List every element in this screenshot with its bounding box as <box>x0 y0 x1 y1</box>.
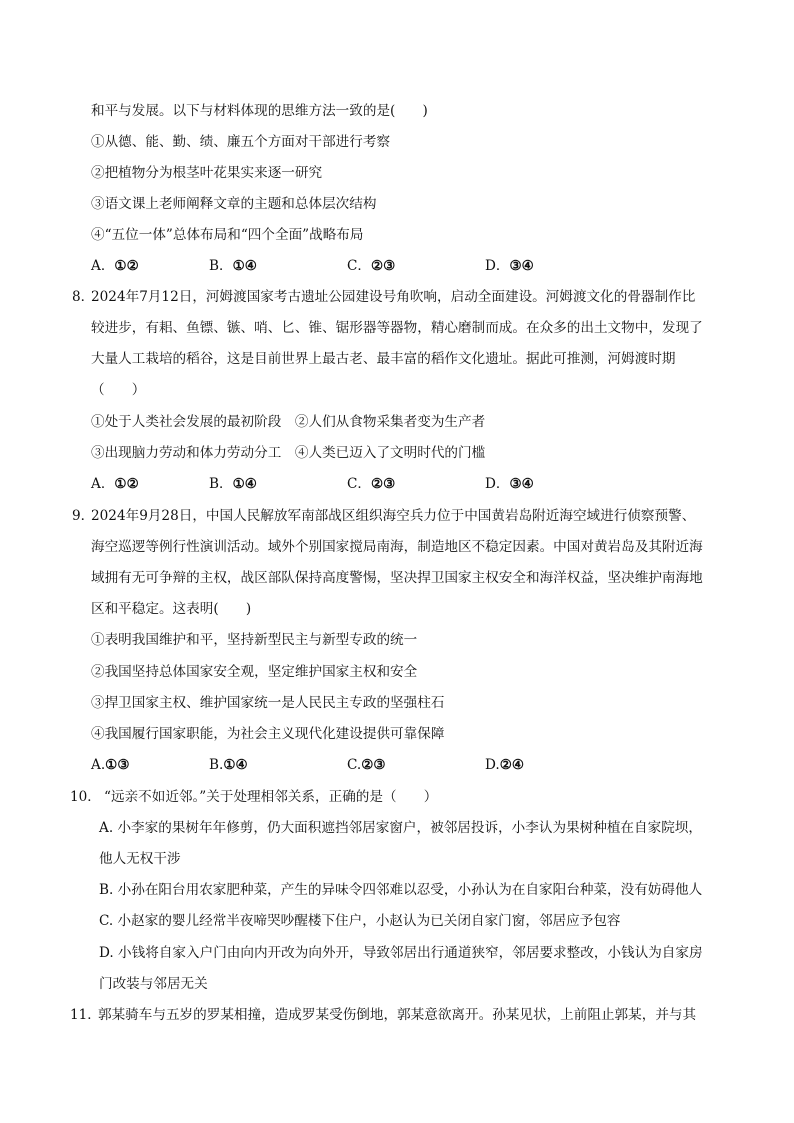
q9-stem-line-2: 海空巡逻等例行性演训活动。域外个别国家搅局南海，制造地区不稳定因素。中国对黄岩岛及其附近海 <box>91 539 703 555</box>
q11-number: 11． <box>70 1007 101 1023</box>
q7-item-4: ④“五位一体”总体布局和“四个全面”战略布局 <box>91 227 364 243</box>
q9-item-4: ④我国履行国家职能，为社会主义现代化建设提供可靠保障 <box>91 726 445 742</box>
q9-number: 9． <box>72 508 95 524</box>
q10-choice-c[interactable]: C. 小赵家的婴儿经常半夜啼哭吵醒楼下住户，小赵认为已关闭自家门窗，邻居应予包容 <box>99 913 621 929</box>
q8-items-row-1: ①处于人类社会发展的最初阶段 ②人们从食物采集者变为生产者 <box>91 414 486 430</box>
q9-choice-b[interactable]: B.①④ <box>209 757 248 773</box>
q9-stem-line-1: 2024年9月28日，中国人民解放军南部战区组织海空兵力位于中国黄岩岛附近海空域进行侦察预警、 <box>91 508 696 524</box>
q9-item-2: ②我国坚持总体国家安全观，坚定维护国家主权和安全 <box>91 664 418 680</box>
q9-stem-line-4: 区和平稳定。这表明( ) <box>91 601 252 617</box>
q10-choice-d-line-2[interactable]: 门改装与邻居无关 <box>99 976 208 992</box>
q7-item-1: ①从德、能、勤、绩、廉五个方面对干部进行考察 <box>91 134 391 150</box>
q10-number: 10． <box>70 789 101 805</box>
q8-stem-line-3: 大量人工栽培的稻谷，这是目前世界上最古老、最丰富的稻作文化遗址。据此可推测，河姆渡时期 <box>91 351 676 367</box>
q8-choice-d[interactable]: D．③④ <box>485 476 534 492</box>
q8-choice-b[interactable]: B．①④ <box>209 476 257 492</box>
q10-choice-a-line-2[interactable]: 他人无权干涉 <box>99 851 181 867</box>
q8-stem-line-1: 2024年7月12日，河姆渡国家考古遗址公园建设号角吹响，启动全面建设。河姆渡文化的骨器制作比 <box>91 289 696 305</box>
q8-stem-line-2: 较进步，有耜、鱼镖、镞、哨、匕、锥、锯形器等器物，精心磨制而成。在众多的出土文物中，发现了 <box>91 320 703 336</box>
q8-items-row-2: ③出现脑力劳动和体力劳动分工 ④人类已迈入了文明时代的门槛 <box>91 445 486 461</box>
q7-choice-c[interactable]: C．②③ <box>347 258 396 274</box>
q7-choice-b[interactable]: B．①④ <box>209 258 257 274</box>
q9-item-1: ①表明我国维护和平，坚持新型民主与新型专政的统一 <box>91 632 418 648</box>
q7-choice-a[interactable]: A．①② <box>91 258 139 274</box>
q11-stem-line-1: 郭某骑车与五岁的罗某相撞，造成罗某受伤倒地，郭某意欲离开。孙某见状，上前阻止郭某，并与其 <box>98 1007 697 1023</box>
q9-choice-a[interactable]: A.①③ <box>91 757 130 773</box>
q9-item-3: ③捍卫国家主权、维护国家统一是人民民主专政的坚强柱石 <box>91 695 445 711</box>
q7-choice-d[interactable]: D．③④ <box>485 258 534 274</box>
q10-stem: “远亲不如近邻。”关于处理相邻关系，正确的是（ ） <box>104 789 438 805</box>
q9-choice-c[interactable]: C.②③ <box>347 757 386 773</box>
q10-choice-a-line-1[interactable]: A. 小李家的果树年年修剪，仍大面积遮挡邻居家窗户，被邻居投诉，小李认为果树种植在自家院坝， <box>99 820 702 836</box>
q8-stem-line-4: （ ） <box>91 382 146 398</box>
q10-choice-d-line-1[interactable]: D. 小钱将自家入户门由向内开改为向外开，导致邻居出行通道狭窄，邻居要求整改，小钱认为自家房 <box>99 945 703 961</box>
q9-stem-line-3: 域拥有无可争辩的主权，战区部队保持高度警惕，坚决捍卫国家主权安全和海洋权益，坚决维护南海地 <box>91 570 703 586</box>
q10-choice-b[interactable]: B. 小孙在阳台用农家肥种菜，产生的异味令四邻难以忍受，小孙认为在自家阳台种菜，没有妨碍他人 <box>99 882 703 898</box>
q7-item-3: ③语文课上老师阐释文章的主题和总体层次结构 <box>91 196 377 212</box>
q8-choice-c[interactable]: C．②③ <box>347 476 396 492</box>
q8-number: 8． <box>72 289 95 305</box>
q7-item-2: ②把植物分为根茎叶花果实来逐一研究 <box>91 165 323 181</box>
q9-choice-d[interactable]: D.②④ <box>485 757 525 773</box>
q8-choice-a[interactable]: A．①② <box>91 476 139 492</box>
q7-stem-continuation: 和平与发展。以下与材料体现的思维方法一致的是( ) <box>91 103 428 119</box>
